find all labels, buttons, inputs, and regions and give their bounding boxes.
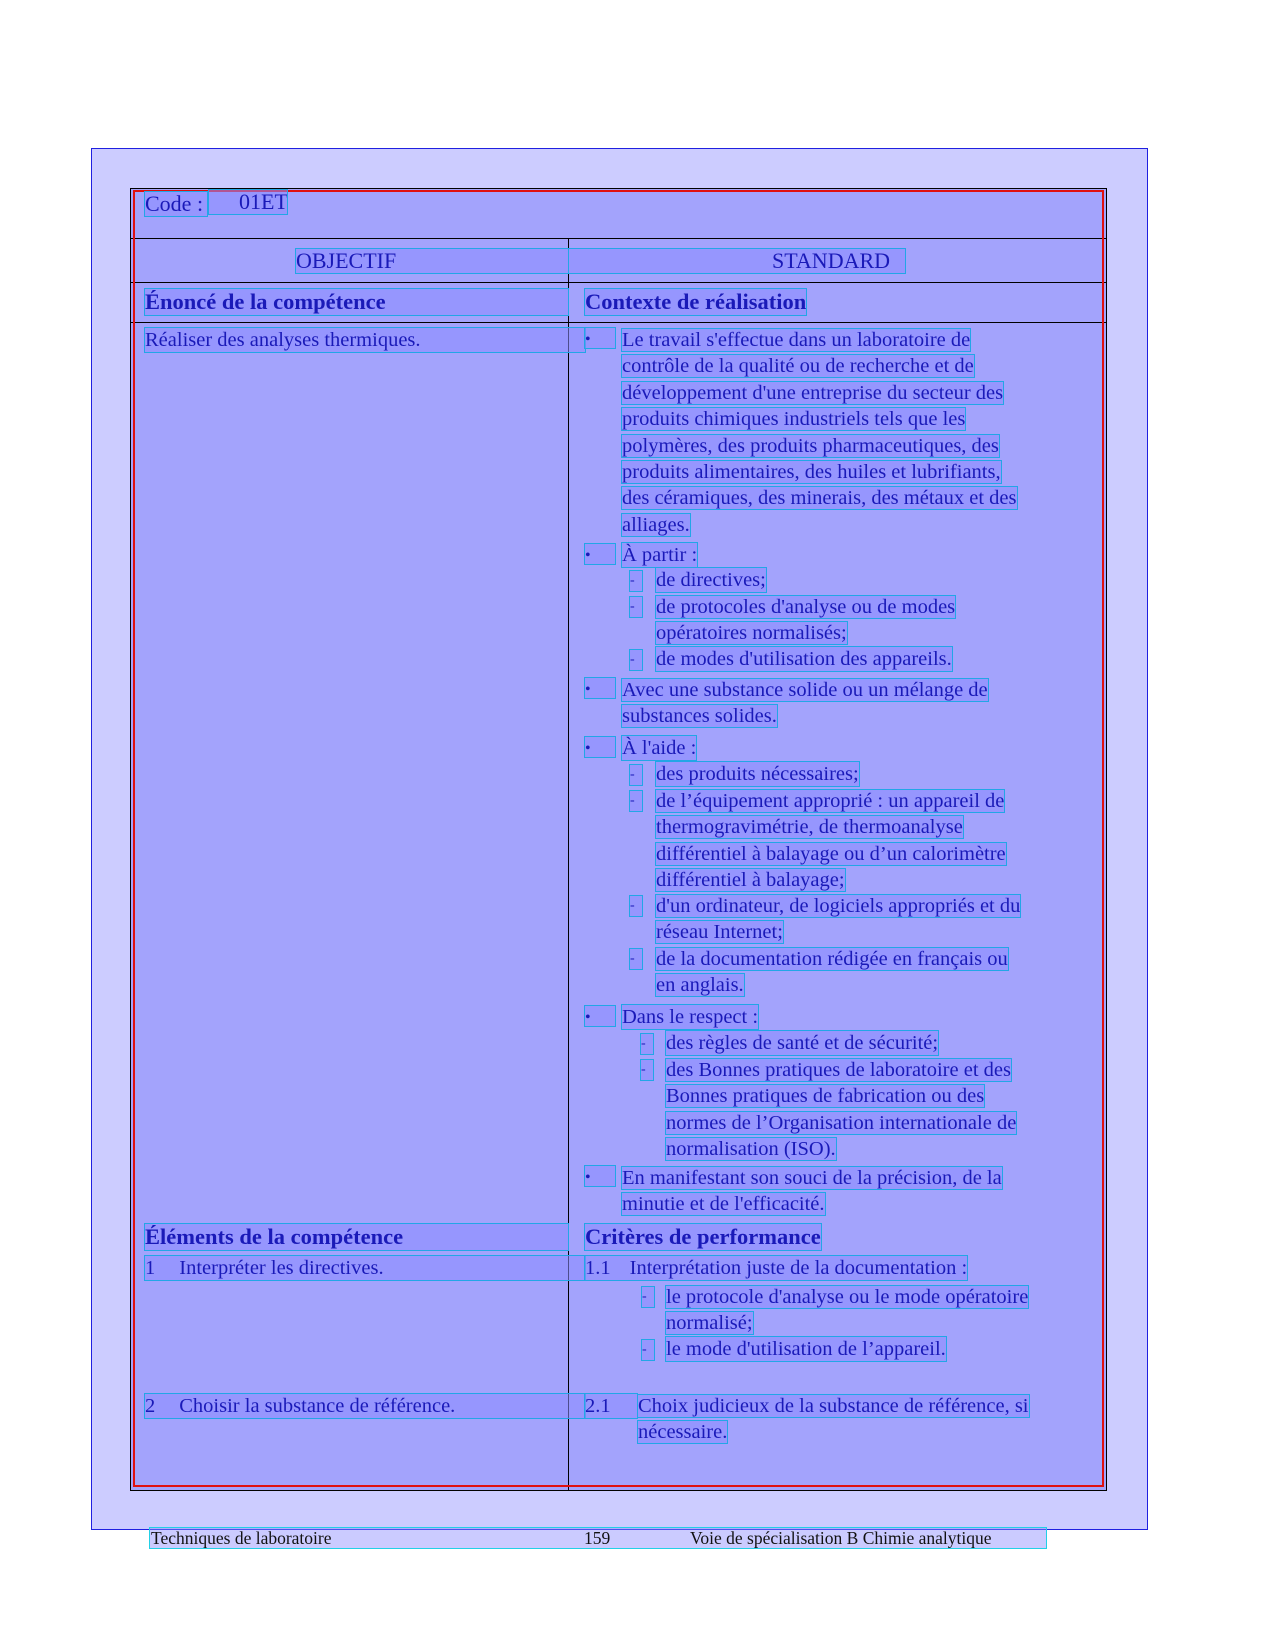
bullet-marker: • bbox=[585, 1006, 615, 1026]
criterion-2-1-num: 2.1 bbox=[585, 1394, 637, 1418]
context-bullet-4-item: d'un ordinateur, de logiciels appropriés et du réseau Internet; bbox=[656, 895, 1021, 944]
dash-marker: - bbox=[630, 791, 642, 811]
dash-marker: - bbox=[630, 650, 642, 670]
divider-code bbox=[130, 238, 1107, 239]
footer-page-number: 159 bbox=[584, 1528, 611, 1548]
criterion-2-1: Choix judicieux de la substance de référence, si nécessaire. bbox=[638, 1395, 1029, 1444]
context-bullet-1: Le travail s'effectue dans un laboratoire de contrôle de la qualité ou de recherche et de développement d'une entreprise du secteur des produits chimiques industriels tels que les polymères, des produits pharmaceutiques, des produits alimentaires, des huiles et lubrifiants, des céramiques, des minerais, des métaux et des alliages. bbox=[622, 329, 1017, 536]
context-bullet-4: À l'aide : bbox=[622, 737, 697, 759]
context-bullet-5: Dans le respect : bbox=[622, 1006, 759, 1028]
competency-statement: Réaliser des analyses thermiques. bbox=[145, 328, 585, 352]
title-contexte: Contexte de réalisation bbox=[585, 289, 807, 314]
footer-right: Voie de spécialisation B Chimie analytique bbox=[690, 1528, 992, 1548]
divider-titles bbox=[130, 322, 1107, 323]
context-bullet-4-item: de l’équipement approprié : un appareil de thermogravimétrie, de thermoanalyse différentiel à balayage ou d’un calorimètre différentiel à balayage; bbox=[656, 790, 1006, 892]
column-divider bbox=[568, 238, 569, 1491]
context-bullet-2-item: de directives; bbox=[656, 569, 766, 591]
code-value: 01ET bbox=[209, 190, 287, 214]
criterion-1-1-item: le protocole d'analyse ou le mode opératoire normalisé; bbox=[666, 1286, 1029, 1335]
dash-marker: - bbox=[630, 571, 642, 591]
dash-marker: - bbox=[630, 896, 642, 916]
context-bullet-3: Avec une substance solide ou un mélange de substances solides. bbox=[622, 679, 988, 728]
header-objectif: OBJECTIF bbox=[296, 249, 568, 273]
header-standard: STANDARD bbox=[569, 249, 905, 273]
dash-marker: - bbox=[641, 1060, 653, 1080]
element-2: 2 Choisir la substance de référence. bbox=[145, 1394, 585, 1418]
bullet-marker: • bbox=[585, 544, 615, 564]
dash-marker: - bbox=[630, 765, 642, 785]
criterion-1-1-item: le mode d'utilisation de l’appareil. bbox=[666, 1338, 946, 1360]
bullet-marker: • bbox=[585, 1166, 615, 1186]
title-criteres: Critères de performance bbox=[585, 1224, 821, 1249]
dash-marker: - bbox=[630, 949, 642, 969]
element-1: 1 Interpréter les directives. bbox=[145, 1256, 585, 1280]
dash-marker: - bbox=[641, 1034, 653, 1054]
context-bullet-6: En manifestant son souci de la précision, de la minutie et de l'efficacité. bbox=[622, 1167, 1002, 1216]
dash-marker: - bbox=[642, 1340, 654, 1360]
dash-marker: - bbox=[630, 597, 642, 617]
context-bullet-5-item: des règles de santé et de sécurité; bbox=[666, 1032, 939, 1054]
footer-left: Techniques de laboratoire bbox=[151, 1528, 332, 1548]
context-bullet-4-item: de la documentation rédigée en français ou en anglais. bbox=[656, 948, 1008, 997]
divider-headers bbox=[130, 282, 1107, 283]
code-label: Code : bbox=[145, 192, 207, 216]
bullet-marker: • bbox=[585, 328, 615, 348]
criterion-1-1: 1.1 Interprétation juste de la documentation : bbox=[585, 1257, 968, 1279]
title-elements: Éléments de la compétence bbox=[145, 1224, 568, 1250]
context-bullet-4-item: des produits nécessaires; bbox=[656, 763, 859, 785]
dash-marker: - bbox=[642, 1287, 654, 1307]
context-bullet-2-item: de modes d'utilisation des appareils. bbox=[656, 648, 952, 670]
context-bullet-2: À partir : bbox=[622, 544, 698, 566]
context-bullet-2-item: de protocoles d'analyse ou de modes opératoires normalisés; bbox=[656, 596, 956, 645]
title-enonce: Énoncé de la compétence bbox=[145, 289, 568, 315]
bullet-marker: • bbox=[585, 737, 615, 757]
context-bullet-5-item: des Bonnes pratiques de laboratoire et des Bonnes pratiques de fabrication ou des normes de l’Organisation internationale de normalisation (ISO). bbox=[666, 1059, 1017, 1161]
bullet-marker: • bbox=[585, 678, 615, 698]
